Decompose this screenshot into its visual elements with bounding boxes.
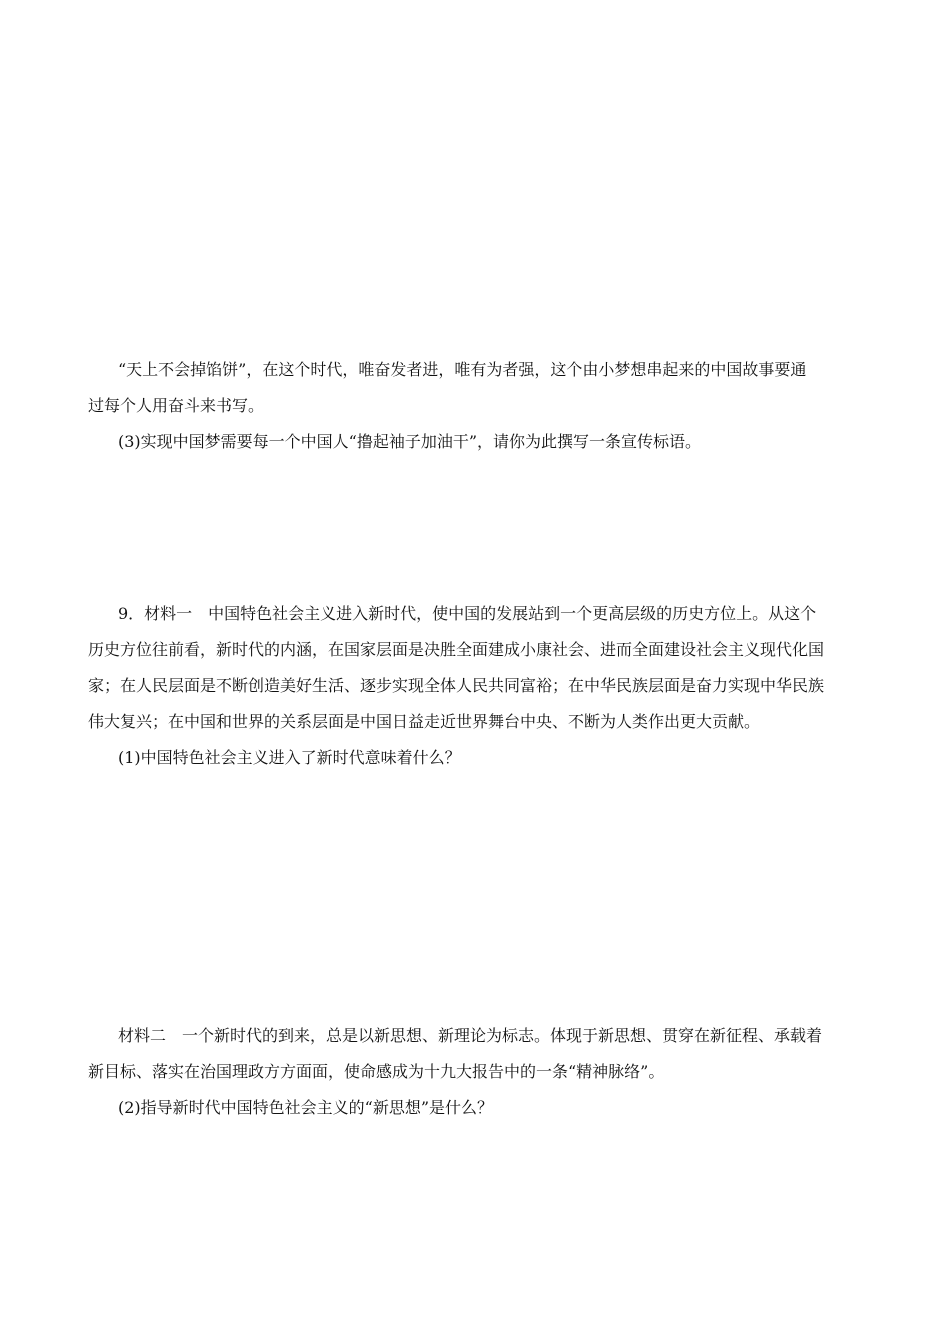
material-2-line: 材料二 一个新时代的到来，总是以新思想、新理论为标志。体现于新思想、贯穿在新征程、承载着: [118, 1026, 823, 1045]
material-1-line: 历史方位往前看，新时代的内涵，在国家层面是决胜全面建成小康社会、进而全面建设社会主义现代化国: [88, 640, 825, 659]
material-1-line: 9．材料一 中国特色社会主义进入新时代，使中国的发展站到一个更高层级的历史方位上。从这个: [118, 604, 817, 623]
material-2-line: 新目标、落实在治国理政方方面面，使命感成为十九大报告中的一条“精神脉络”。: [88, 1062, 665, 1081]
material-1-line: 伟大复兴；在中国和世界的关系层面是中国日益走近世界舞台中央、不断为人类作出更大贡献。: [88, 712, 761, 731]
question-1: (1)中国特色社会主义进入了新时代意味着什么？: [118, 748, 461, 767]
question-3: (3)实现中国梦需要每一个中国人“撸起袖子加油干”，请你为此撰写一条宣传标语。: [118, 432, 702, 451]
paragraph-line: 过每个人用奋斗来书写。: [88, 396, 265, 415]
question-2: (2)指导新时代中国特色社会主义的“新思想”是什么？: [118, 1098, 494, 1117]
material-1-line: 家；在人民层面是不断创造美好生活、逐步实现全体人民共同富裕；在中华民族层面是奋力实现中华民族: [88, 676, 825, 695]
paragraph-line: “天上不会掉馅饼”，在这个时代，唯奋发者进，唯有为者强，这个由小梦想串起来的中国故事要通: [118, 360, 807, 379]
